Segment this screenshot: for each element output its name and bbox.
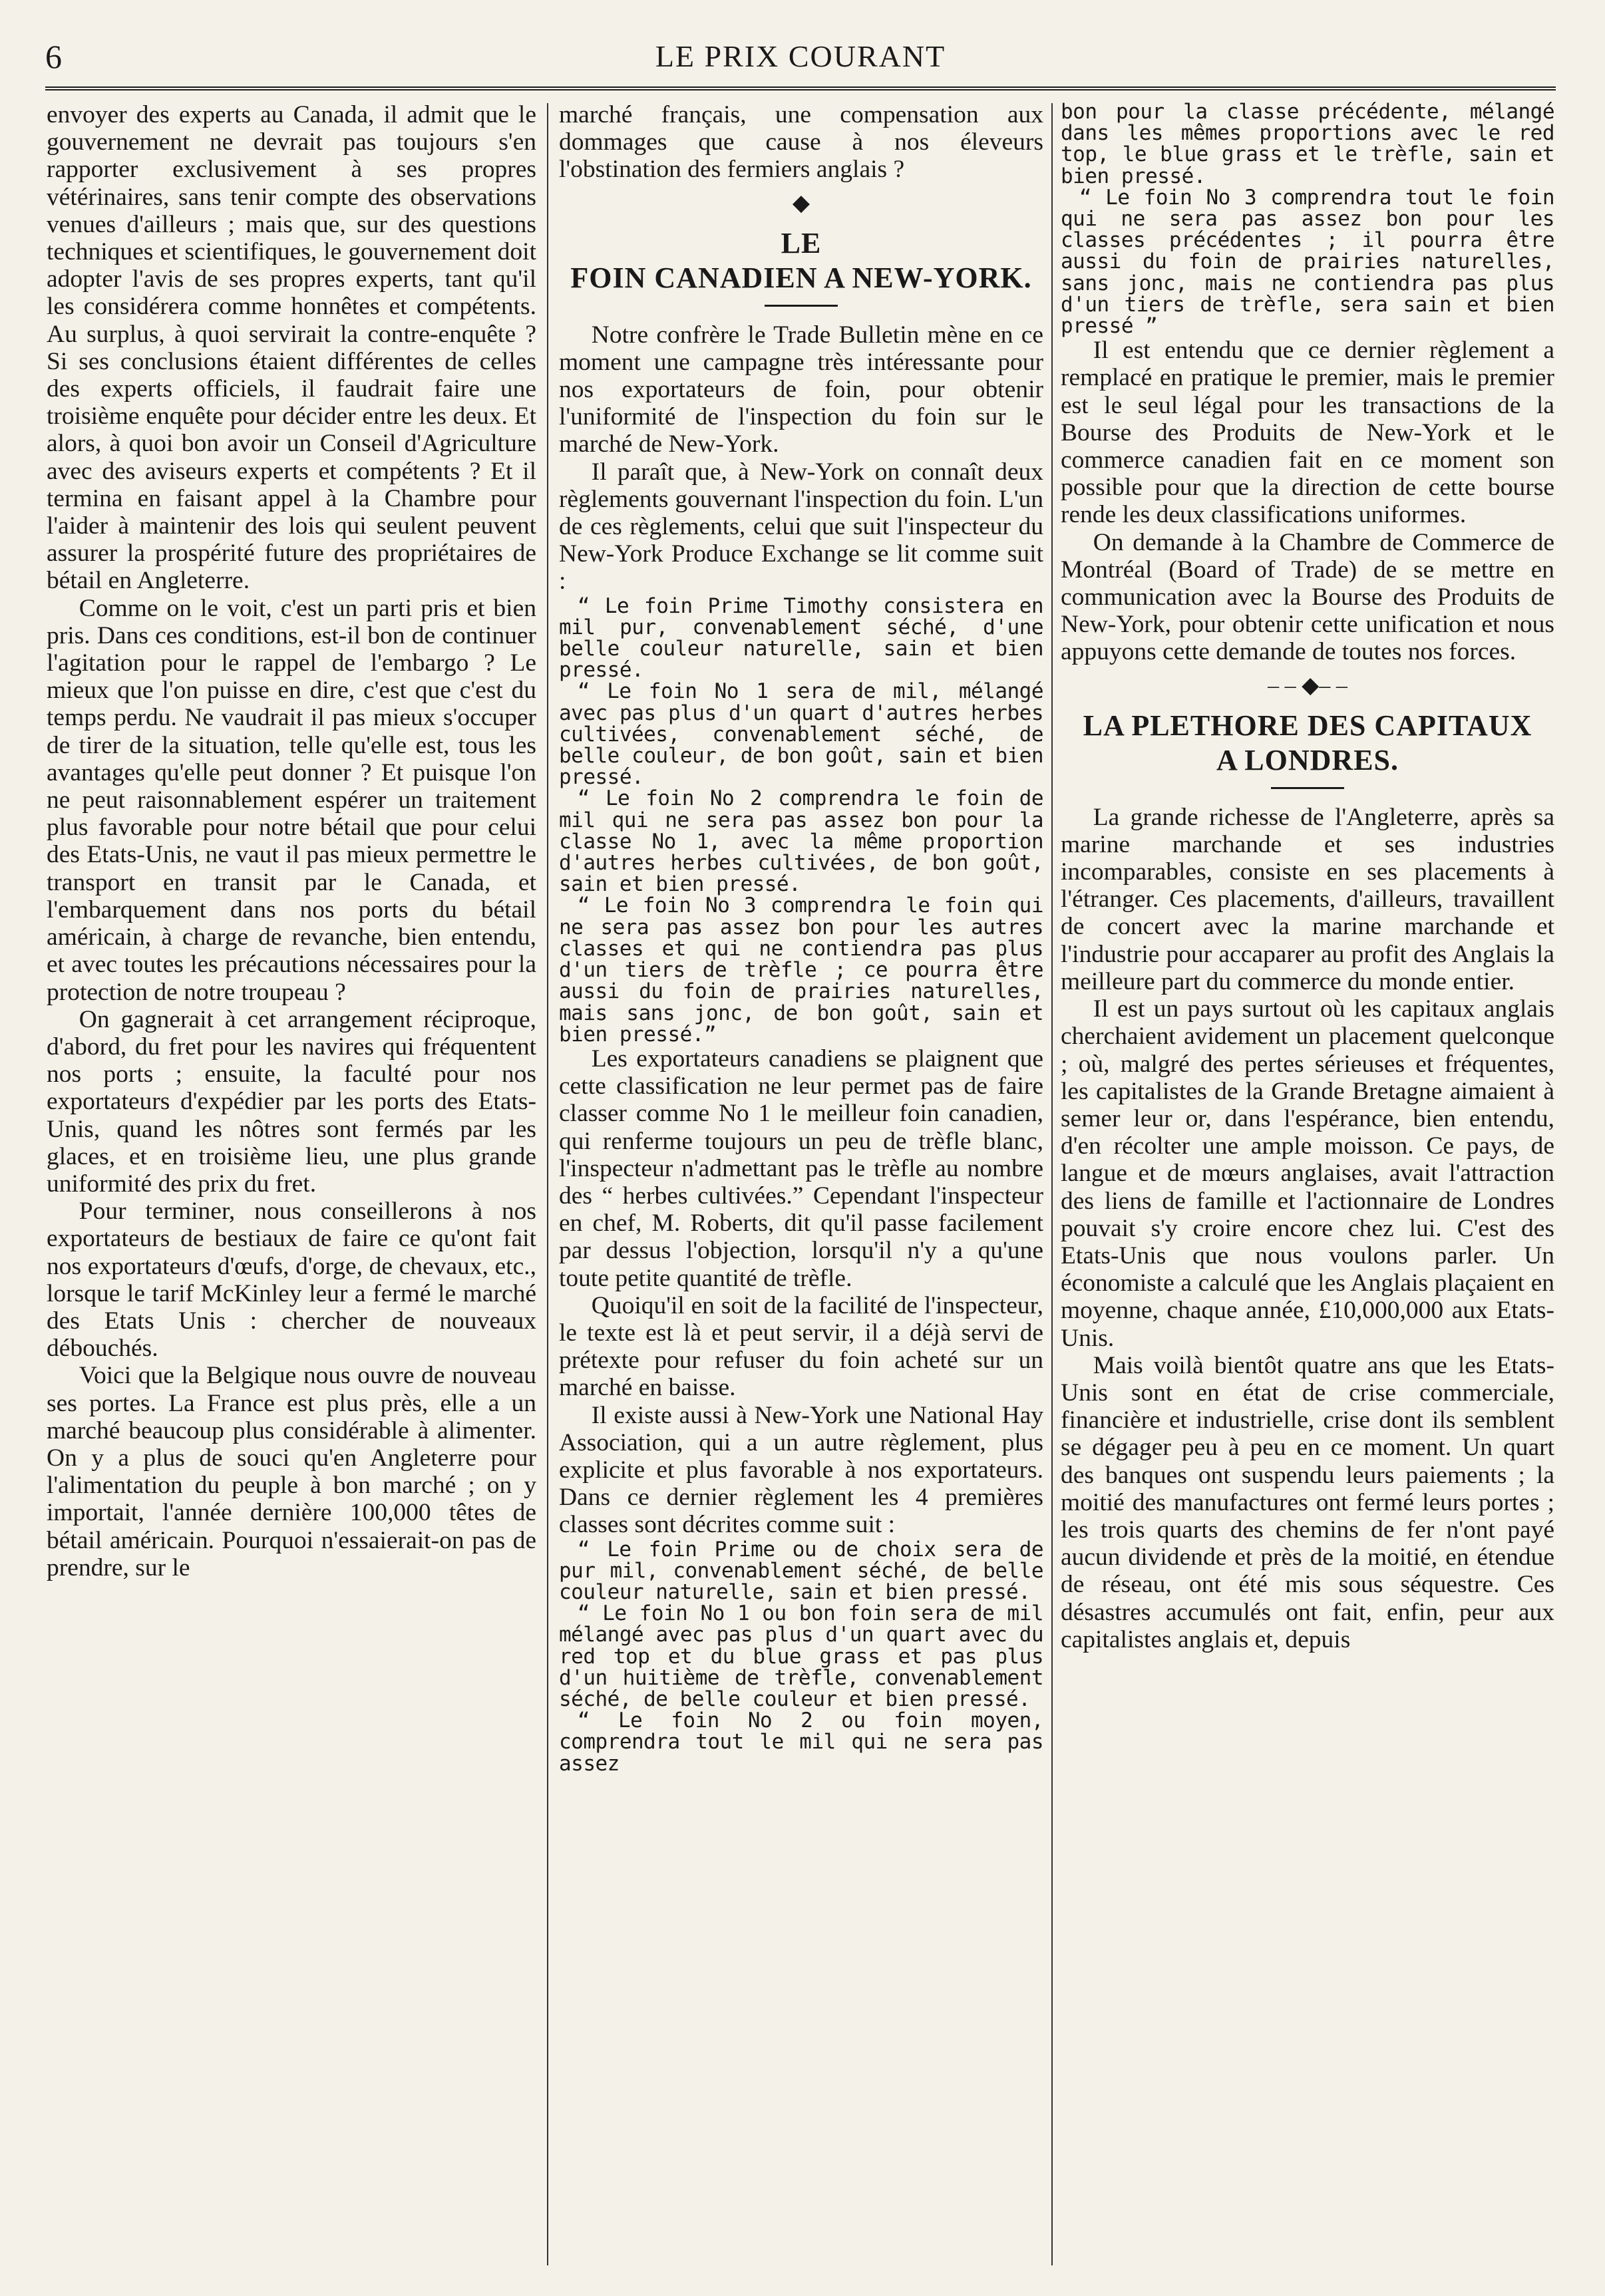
page-header <box>45 33 1556 80</box>
heading-line: A LONDRES. <box>1216 743 1399 776</box>
paragraph: Notre confrère le Trade Bulletin mène en ce moment une campagne très intéressante pour nos exportateurs de foin, pour obtenir l'uniformité de l'inspection du foin sur le marché de New-York. <box>559 321 1043 458</box>
quote-paragraph: “ Le foin No 1 ou bon foin sera de mil mélangé avec pas plus d'un quart avec du red top et du blue grass et pas plus d'un huitième de trèfle, convenablement séché, de belle couleur et bien pressé. <box>559 1601 1043 1711</box>
quoted-regulation <box>559 595 1043 1045</box>
column-divider <box>547 103 548 2265</box>
paragraph: Les exportateurs canadiens se plaignent que cette classification ne leur permet pas de faire classer comme No 1 le meilleur foin canadien, qui renferme toujours un peu de trèfle blanc, l'inspecteur n'admettant pas le trèfle au nombre des “ herbes cultivées.” Cependant l'inspecteur en chef, M. Roberts, dit qu'il passe facilement par dessus l'objection, lorsqu'il n'y a qu'une toute petite quantité de trèfle. <box>559 1045 1043 1292</box>
paragraph: envoyer des experts au Canada, il admit que le gouvernement ne devrait pas toujours s'en rapporter exclusivement à ses propres vétérinaires, sans tenir compte des observations venues d'ailleurs ; mais que, sur des questions techniques et scientifiques, le gouvernement doit adopter l'avis de ses propres experts, tant qu'il les considérera comme honnêtes et compétents. Au surplus, à quoi servirait la contre-enquête ? Si ses conclusions étaient différentes de celles des experts officiels, il faudrait faire une troisième enquête pour décider entre les deux. Et alors, à quoi bon avoir un Conseil d'Agriculture avec des aviseurs experts et compétents ? Et il termina en faisant appel à la Chambre pour l'aider à maintenir des lois qui seulent peuvent assurer la prospérité future des propriétaires de bétail en Angleterre. <box>47 101 536 595</box>
paragraph: Mais voilà bientôt quatre ans que les Etats-Unis sont en état de crise commerciale, financière et industrielle, crise dont ils semblent se dégager peu à peu en ce moment. Un quart des banques ont suspendu leurs paiements ; la moitié des manufactures ont fermé leurs portes ; les trois quarts des chemins de fer n'ont payé aucun dividende et près de la moitié, en étendue de réseau, ont été mis sous séquestre. Ces désastres accumulés ont fait, enfin, peur aux capitalistes anglais et, depuis <box>1061 1351 1554 1653</box>
section-ornament: ◆ <box>792 190 810 216</box>
article-heading <box>559 226 1043 295</box>
heading-line: LE <box>781 226 822 259</box>
quote-paragraph: “ Le foin Prime ou de choix sera de pur mil, convenablement séché, de belle couleur naturelle, sain et bien pressé. <box>559 1537 1043 1604</box>
paragraph: Il existe aussi à New-York une National Hay Association, qui a un autre règlement, plus explicite et plus favorable à nos exportateurs. Dans ce dernier règlement les 4 premières classes sont décrites comme suit : <box>559 1401 1043 1539</box>
quoted-regulation <box>1061 101 1554 337</box>
paragraph: Voici que la Belgique nous ouvre de nouveau ses portes. La France est plus près, elle a un marché beaucoup plus considérable à alimenter. On y a plus de souci qu'en Angleterre pour l'alimentation du peuple à bon marché ; on y importait, l'année dernière 100,000 têtes de bétail américain. Pourquoi n'essaierait-on pas de prendre, sur le <box>47 1362 536 1581</box>
paragraph: La grande richesse de l'Angleterre, après sa marine marchande et ses industries incomparables, consiste en ses placements à l'étranger. Ces placements, d'ailleurs, travaillent de concert avec la marine marchande et l'industrie pour accaparer au profit des Anglais la meilleure part du commerce du monde entier. <box>1061 803 1554 995</box>
paragraph: Pour terminer, nous conseillerons à nos exportateurs de bestiaux de faire ce qu'ont fait nos exportateurs d'œufs, d'orge, de chevaux, etc., lorsque le tarif McKinley leur a fermé le marché des Etats Unis : chercher de nouveaux débouchés. <box>47 1198 536 1363</box>
paragraph: On gagnerait à cet arrangement réciproque, d'abord, du fret pour les navires qui fréquentent nos ports ; ensuite, la faculté pour nos exportateurs d'expédier par les ports des Etats-Unis, quand les nôtres sont fermés par les glaces, et en troisième lieu, une plus grande uniformité des prix du fret. <box>47 1005 536 1198</box>
quote-paragraph: “ Le foin No 3 comprendra le foin qui ne sera pas assez bon pour les autres classes et qui ne contiendra pas plus d'un tiers de trèfle ; ce pourra être aussi du foin de prairies naturelles, mais sans jonc, de bon goût, sain et bien pressé.” <box>559 894 1043 1047</box>
paragraph: Il est un pays surtout où les capitaux anglais cherchaient avidement un placement quelconque ; où, malgré des pertes sérieuses et fréquentes, les capitalistes de la Grande Bretagne aimaient à semer leur or, dans l'espérance, bien entendu, d'en récolter une ample moisson. Ce pays, de langue et de mœurs anglaises, avait l'attraction des liens de famille et l'actionnaire de Londres pouvait s'y croire encore chez lui. C'est des Etats-Unis que nous voulons parler. Un économiste a calculé que les Anglais plaçaient en moyenne, chaque année, £10,000,000 aux Etats-Unis. <box>1061 995 1554 1352</box>
paragraph: On demande à la Chambre de Commerce de Montréal (Board of Trade) de se mettre en communication avec la Bourse des Produits de New-York, pour obtenir cette unification et nous appuyons cette demande de toutes nos forces. <box>1061 528 1554 666</box>
column-3 <box>1061 101 1554 2270</box>
column-2 <box>559 101 1043 2270</box>
section-ornament: – – ◆– – <box>1268 673 1347 698</box>
heading-line: FOIN CANADIEN A NEW-YORK. <box>570 261 1032 294</box>
heading-rule <box>765 305 838 307</box>
heading-rule <box>1271 787 1344 789</box>
column-divider <box>1051 103 1053 2265</box>
journal-title: LE PRIX COURANT <box>655 39 946 73</box>
quote-paragraph: “ Le foin No 1 sera de mil, mélangé avec pas plus d'un quart d'autres herbes cultivées, convenablement séché, de belle couleur, de bon goût, sain et bien pressé. <box>559 679 1043 790</box>
paragraph: Quoiqu'il en soit de la facilité de l'inspecteur, le texte est là et peut servir, il a déjà servi de prétexte pour refuser du foin acheté sur un marché en baisse. <box>559 1291 1043 1402</box>
quote-paragraph: “ Le foin No 3 comprendra tout le foin qui ne sera pas assez bon pour les classes précédentes ; il pourra être aussi du foin de prairies naturelles, sans jonc, mais ne contiendra pas plus d'un tiers de trèfle, sera sain et bien pressé ” <box>1061 185 1554 339</box>
heading-line: LA PLETHORE DES CAPITAUX <box>1083 709 1532 742</box>
article-heading <box>1061 709 1554 778</box>
quote-paragraph: bon pour la classe précédente, mélangé dans les mêmes proportions avec le red top, le blue grass et le trèfle, sain et bien pressé. <box>1061 101 1554 188</box>
quote-paragraph: “ Le foin No 2 comprendra le foin de mil qui ne sera pas assez bon pour la classe No 1, avec la même proportion d'autres herbes cultivées, de bon goût, sain et bien pressé. <box>559 786 1043 897</box>
paragraph: Comme on le voit, c'est un parti pris et bien pris. Dans ces conditions, est-il bon de continuer l'agitation pour le rappel de l'embargo ? Le mieux que l'on puisse en dire, c'est que c'est du temps perdu. Ne vaudrait il pas mieux s'occuper de tirer de la situation, telle qu'elle est, tous les avantages qu'elle peut donner ? Et puisque l'on ne peut raisonnablement espérer un traitement plus favorable pour notre bétail que pour celui des Etats-Unis, ne vaut il pas mieux permettre le transport en transit par le Canada, et l'embarquement dans nos ports du bétail américain, à charge de revanche, bien entendu, et avec toutes les précautions nécessaires pour la protection de notre troupeau ? <box>47 594 536 1006</box>
column-1 <box>47 101 536 2270</box>
quote-paragraph: “ Le foin Prime Timothy consistera en mil pur, convenablement séché, d'une belle couleur naturelle, sain et bien pressé. <box>559 593 1043 683</box>
page-number: 6 <box>45 38 62 75</box>
quote-paragraph: “ Le foin No 2 ou foin moyen, comprendra tout le mil qui ne sera pas assez <box>559 1709 1043 1776</box>
paragraph: Il paraît que, à New-York on connaît deux règlements gouvernant l'inspection du foin. L'un de ces règlements, celui que suit l'inspecteur du New-York Produce Exchange se lit comme suit : <box>559 458 1043 595</box>
paragraph: marché français, une compensation aux dommages que cause à nos éleveurs l'obstination des fermiers anglais ? <box>559 101 1043 184</box>
header-rule <box>45 86 1556 90</box>
paragraph: Il est entendu que ce dernier règlement a remplacé en pratique le premier, mais le premier est le seul légal pour les transactions de la Bourse des Produits de New-York et le commerce canadien fait en ce moment son possible pour que la direction de cette bourse rende les deux classifications uniformes. <box>1061 337 1554 529</box>
quoted-regulation <box>559 1539 1043 1774</box>
